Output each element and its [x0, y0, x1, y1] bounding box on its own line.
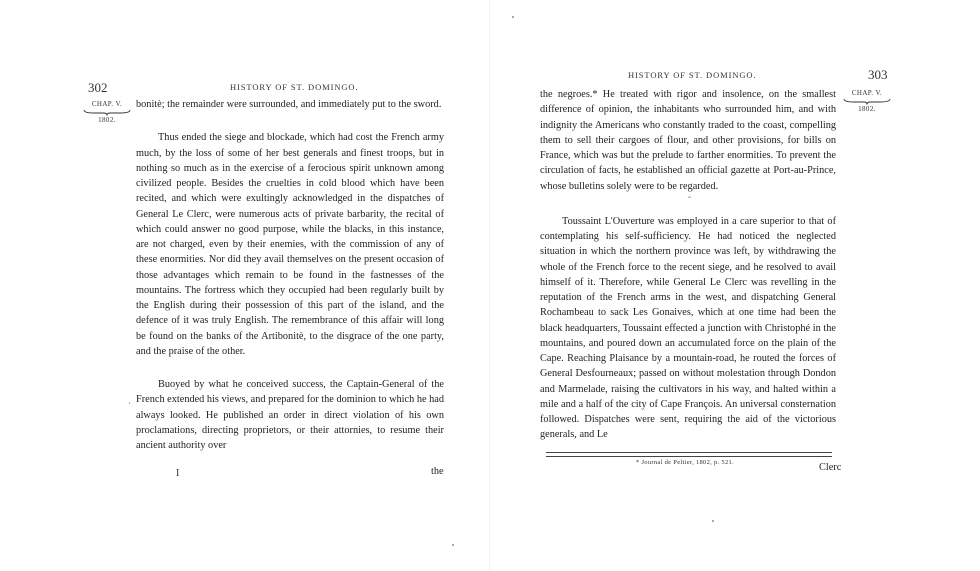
left-running-head: HISTORY OF ST. DOMINGO.: [230, 82, 359, 92]
left-side-note: [82, 100, 132, 125]
paper-speck: [452, 544, 454, 546]
left-paragraph-2: Thus ended the siege and blockade, which had cost the French army much, by the loss of some of her best generals and finest troops, but in nothing so much as in the exercise of a ferocious spirit unknown among civilized people. Besides the cruelties in cold blood which have been recited, and which were exultingly acknowledged in the dispatches of General Le Clerc, were numerous acts of private barbarity, the recital of which could answer no good purpose, while the blacks, in this instance, are not charged, even by their enemies, with the commission of any of these enormities. Nor did they avail themselves on the present occasion of those advantages which remain to be found in the fastnesses of the mountains. The fortress which they occupied had been regularly built by the English during their possession of this part of the island, and the defence of it was truly English. The remembrance of this affair will long be found on the banks of the Artibonitè, to the disgrace of the one party, and the praise of the other.: [136, 132, 444, 357]
right-paragraph-2: Toussaint L'Ouverture was employed in a care superior to that of contemplating his self-sufficiency. He had noticed the neglected situation in which the northern province was left, by withdrawing the whole of the French force to the recent siege, and he resolved to avail himself of it. Therefore, while General Le Clerc was revelling in the reputation of the French arms in the west, and dispatching General Rochambeau to sack Les Gonaives, which at one time had been the black headquarters, Toussaint effected a junction with Christophé in the mountains, and poured down an accumulated force on the plain of the Cape. Reaching Plaisance by a mountain-road, he routed the forces of General Desfourneaux; passed on without molestation through Dondon and Marmelade, raising the cultivators in his way, and halted within a mile and a half of the city of Cape François. An universal consternation followed. Dispatches were sent, requiring the aid of the victorious generals, and Le: [540, 215, 836, 441]
footnote-rule: [546, 452, 832, 457]
left-text: [136, 97, 444, 453]
paper-speck: [712, 520, 714, 522]
right-running-head: HISTORY OF ST. DOMINGO.: [628, 70, 757, 80]
margin-mark: ˆ: [688, 195, 691, 205]
left-page-number: 302: [88, 80, 108, 95]
brace-icon: [82, 109, 132, 116]
brace-icon: [842, 98, 892, 105]
right-page-number: 303: [868, 67, 888, 82]
right-chapter-label: CHAP. V.: [851, 89, 883, 97]
right-catchword: Clerc: [819, 462, 842, 473]
right-page: [490, 0, 980, 571]
paper-speck: [512, 16, 514, 18]
left-chapter-label: CHAP. V.: [91, 100, 123, 108]
right-side-note: [842, 89, 892, 114]
left-paragraph-1: bonitè; the remainder were surrounded, and immediately put to the sword.: [136, 99, 442, 110]
left-paragraph-3: Buoyed by what he conceived success, the Captain-General of the French extended his views, and prepared for the dominion to which he had always looked. He published an order in direct violation of his own proclamations, directing proprietors, or their attornies, to resume their ancient authority over: [136, 379, 444, 451]
left-catchword: the: [431, 466, 444, 477]
right-year-label: 1802.: [858, 105, 876, 113]
signature-mark: I: [176, 468, 180, 479]
right-text: [540, 87, 836, 443]
margin-mark: ·: [128, 398, 131, 408]
footnote: * Journal de Peltier, 1802, p. 521.: [636, 459, 734, 466]
left-year-label: 1802.: [98, 116, 116, 124]
right-paragraph-1: the negroes.* He treated with rigor and insolence, on the smallest difference of opinion, the inhabitants who surrounded him, and with indignity the Americans who constantly traded to the coast, compelling them to sell their cargoes of flour, and other provisions, for bills on France, which was but the prelude to farther enormities. To prevent the circulation of facts, he established an official gazette at Port-au-Prince, whose bulletins solely were to be regarded.: [540, 89, 836, 192]
